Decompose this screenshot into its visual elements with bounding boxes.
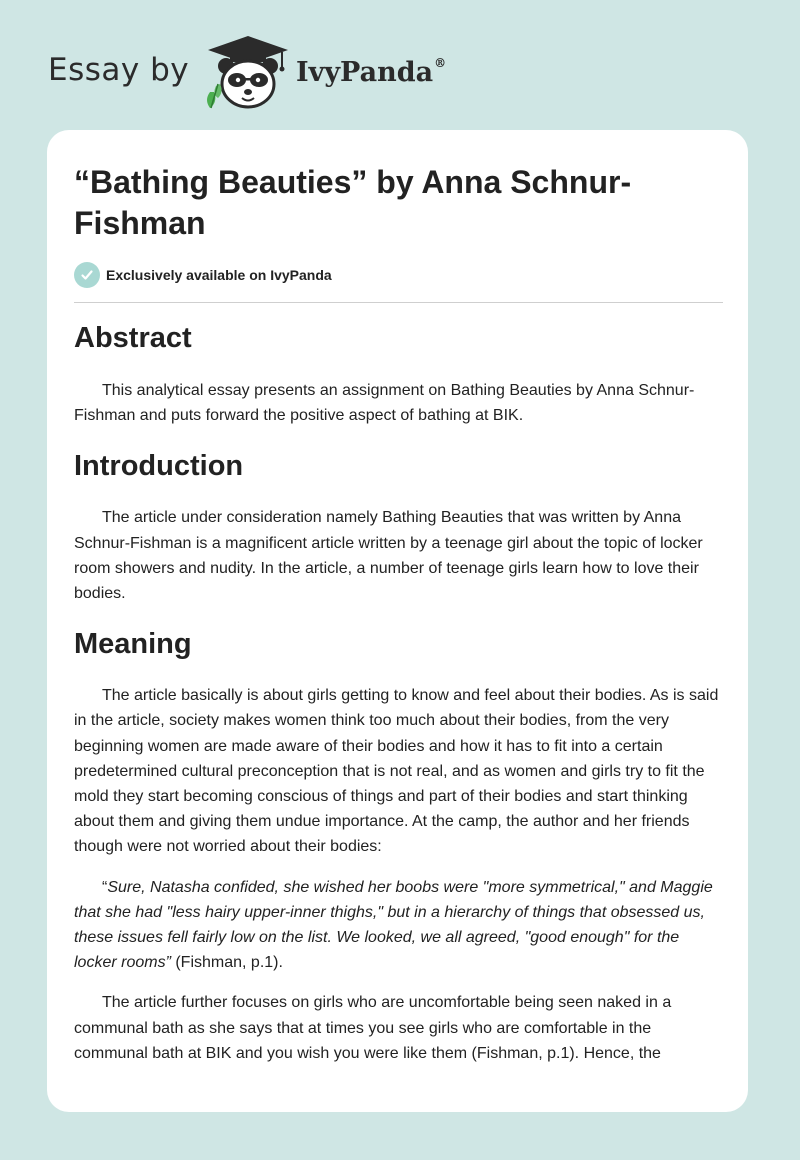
section-heading-meaning: Meaning bbox=[74, 628, 192, 661]
section-heading-abstract: Abstract bbox=[74, 322, 192, 354]
brand-prefix: Essay by bbox=[48, 52, 190, 88]
block-quote: “Sure, Natasha confided, she wished her boobs were "more symmetrical," and Maggie that she had "less hairy upper-inner thighs," but in a hierarchy of things that obsessed us, these issues fell fairly low on the list. We looked, we all agreed, "good enough" for the locker rooms” (Fishman, p.1). bbox=[74, 878, 713, 972]
essay-body bbox=[74, 320, 723, 1066]
after-quote-paragraph: The article further focuses on girls who are uncomfortable being seen naked in a communal bath as she says that at times you see girls who are comfortable in the communal bath at BIK and you wish you were like them (Fishman, p.1). Hence, the bbox=[74, 994, 672, 1062]
exclusive-badge bbox=[74, 262, 332, 288]
divider bbox=[74, 302, 723, 303]
essay-card bbox=[47, 130, 748, 1112]
introduction-paragraph: The article under consideration namely Bathing Beauties that was written by Anna Schnur-Fishman is a magnificent article written by a teenage girl about the topic of locker room showers and nudity. In the article, a number of teenage girls learn how to love their bodies. bbox=[74, 509, 703, 603]
brand-name: IvyPanda® bbox=[296, 56, 447, 88]
abstract-paragraph: This analytical essay presents an assignment on Bathing Beauties by Anna Schnur-Fishman and puts forward the positive aspect of bathing at BIK. bbox=[74, 382, 695, 425]
checkmark-icon bbox=[74, 262, 100, 288]
exclusive-badge-text: Exclusively available on IvyPanda bbox=[106, 267, 332, 283]
essay-title: “Bathing Beauties” by Anna Schnur-Fishman bbox=[74, 164, 632, 241]
meaning-paragraph: The article basically is about girls getting to know and feel about their bodies. As is said in the article, society makes women think too much about their bodies, from the very beginning women are made aware of their bodies and how it has to fit into a certain predetermined cultural preconception that is not real, and as women and girls try to fit the mold they start becoming conscious of things and part of their bodies and start thinking about them and giving them undue importance. At the camp, the author and her friends though were not worried about their bodies: bbox=[74, 687, 719, 856]
panda-logo-icon bbox=[202, 34, 294, 110]
section-heading-introduction: Introduction bbox=[74, 450, 244, 483]
site-header bbox=[48, 30, 748, 110]
